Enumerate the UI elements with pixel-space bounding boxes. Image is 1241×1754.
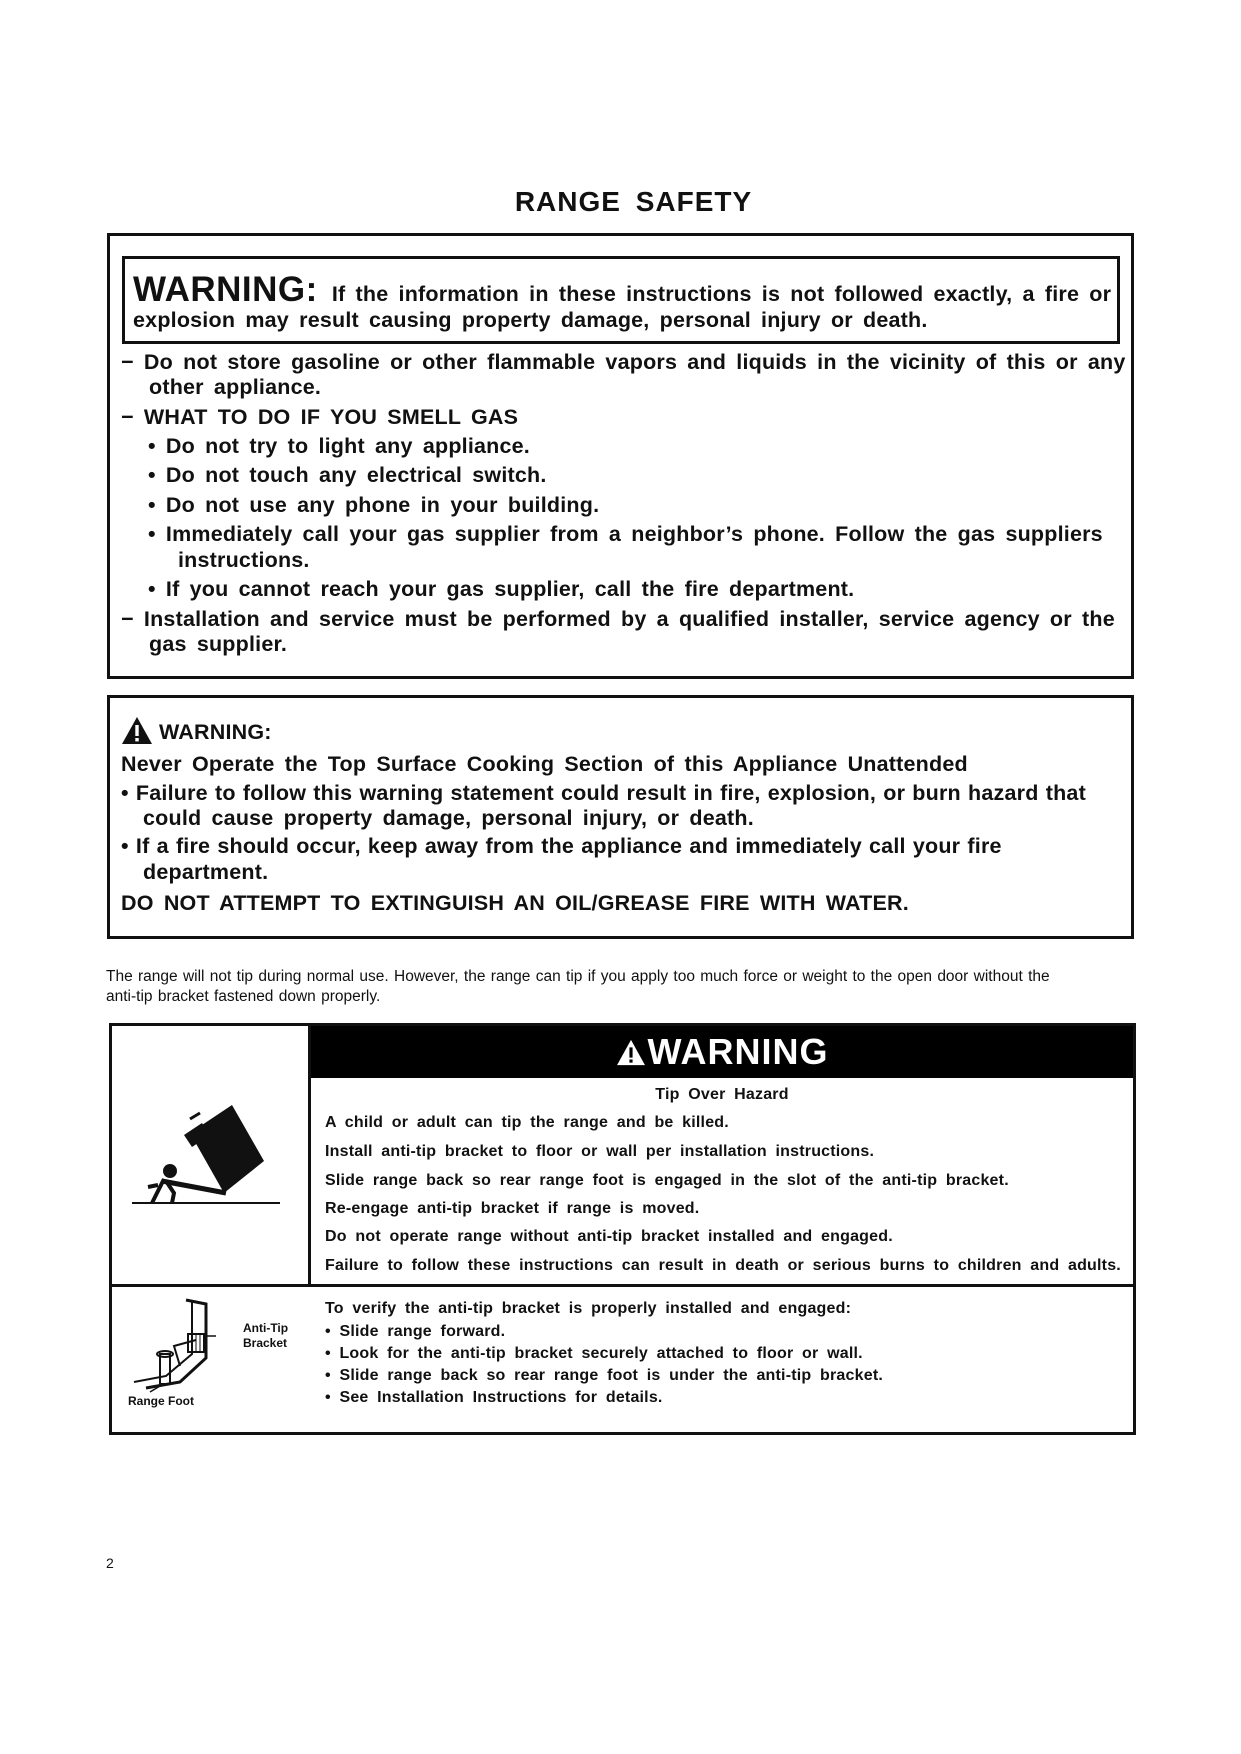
warning-triangle-icon [616, 1039, 646, 1066]
verify-line: • See Installation Instructions for details. [325, 1389, 663, 1406]
cooktop-final-warning: DO NOT ATTEMPT TO EXTINGUISH AN OIL/GREASE FIRE WITH WATER. [121, 891, 909, 915]
gas-warning-label: WARNING: [133, 270, 318, 309]
gas-warning-line1: WARNING: If the information in these instructions is not followed exactly, a fire or [133, 270, 1112, 309]
bracket-label: Anti-Tip Bracket [243, 1321, 289, 1350]
tip-line: Install anti-tip bracket to floor or wall per installation instructions. [325, 1143, 875, 1160]
gas-warning-line2: explosion may result causing property damage, personal injury or death. [133, 308, 928, 332]
gas-item: gas supplier. [149, 632, 288, 656]
gas-item: • Do not try to light any appliance. [148, 434, 530, 458]
verify-line: • Slide range back so rear range foot is under the anti-tip bracket. [325, 1367, 883, 1384]
tip-note-line2: anti-tip bracket fastened down properly. [106, 988, 381, 1005]
gas-item: other appliance. [149, 375, 322, 399]
tip-line: Do not operate range without anti-tip bracket installed and engaged. [325, 1228, 893, 1245]
divider [109, 1284, 1136, 1287]
range-tipping-illustration [128, 1095, 288, 1215]
gas-item: • Do not touch any electrical switch. [148, 463, 547, 487]
tip-line: Slide range back so rear range foot is engaged in the slot of the anti-tip bracket. [325, 1172, 1009, 1189]
range-foot-label: Range Foot [128, 1394, 194, 1408]
page-number: 2 [106, 1555, 114, 1571]
cooktop-line: • If a fire should occur, keep away from the appliance and immediately call your fire [121, 834, 1002, 858]
tip-line: Failure to follow these instructions can result in death or serious burns to children and adults. [325, 1257, 1121, 1274]
anti-tip-bracket-diagram [120, 1296, 240, 1396]
verify-line: To verify the anti-tip bracket is properly installed and engaged: [325, 1300, 852, 1317]
verify-line: • Look for the anti-tip bracket securely attached to floor or wall. [325, 1345, 863, 1362]
tip-note-line1: The range will not tip during normal use. However, the range can tip if you apply too much force or weight to the open door without the [106, 968, 1050, 985]
gas-item: • If you cannot reach your gas supplier, call the fire department. [148, 577, 855, 601]
warning-band: WARNING [311, 1026, 1133, 1078]
warning-triangle-icon [121, 716, 153, 745]
cooktop-line: department. [143, 860, 269, 884]
tip-line: Re-engage anti-tip bracket if range is moved. [325, 1200, 700, 1217]
page-title: RANGE SAFETY [514, 186, 753, 217]
hazard-title: Tip Over Hazard [655, 1086, 789, 1103]
gas-item: • Immediately call your gas supplier from a neighbor’s phone. Follow the gas suppliers [148, 522, 1103, 546]
cooktop-warning-heading: Never Operate the Top Surface Cooking Section of this Appliance Unattended [121, 752, 968, 776]
gas-item: − Installation and service must be performed by a qualified installer, service agency or the [121, 607, 1115, 631]
cooktop-line: could cause property damage, personal injury, or death. [143, 806, 754, 830]
gas-item: − Do not store gasoline or other flammable vapors and liquids in the vicinity of this or any [121, 350, 1126, 374]
cooktop-line: • Failure to follow this warning statement could result in fire, explosion, or burn hazard that [121, 781, 1086, 805]
gas-item: − WHAT TO DO IF YOU SMELL GAS [121, 405, 519, 429]
tip-line: A child or adult can tip the range and be killed. [325, 1114, 729, 1131]
cooktop-warning-label: WARNING: [159, 720, 272, 744]
verify-line: • Slide range forward. [325, 1323, 506, 1340]
gas-item: • Do not use any phone in your building. [148, 493, 600, 517]
gas-item: instructions. [178, 548, 310, 572]
